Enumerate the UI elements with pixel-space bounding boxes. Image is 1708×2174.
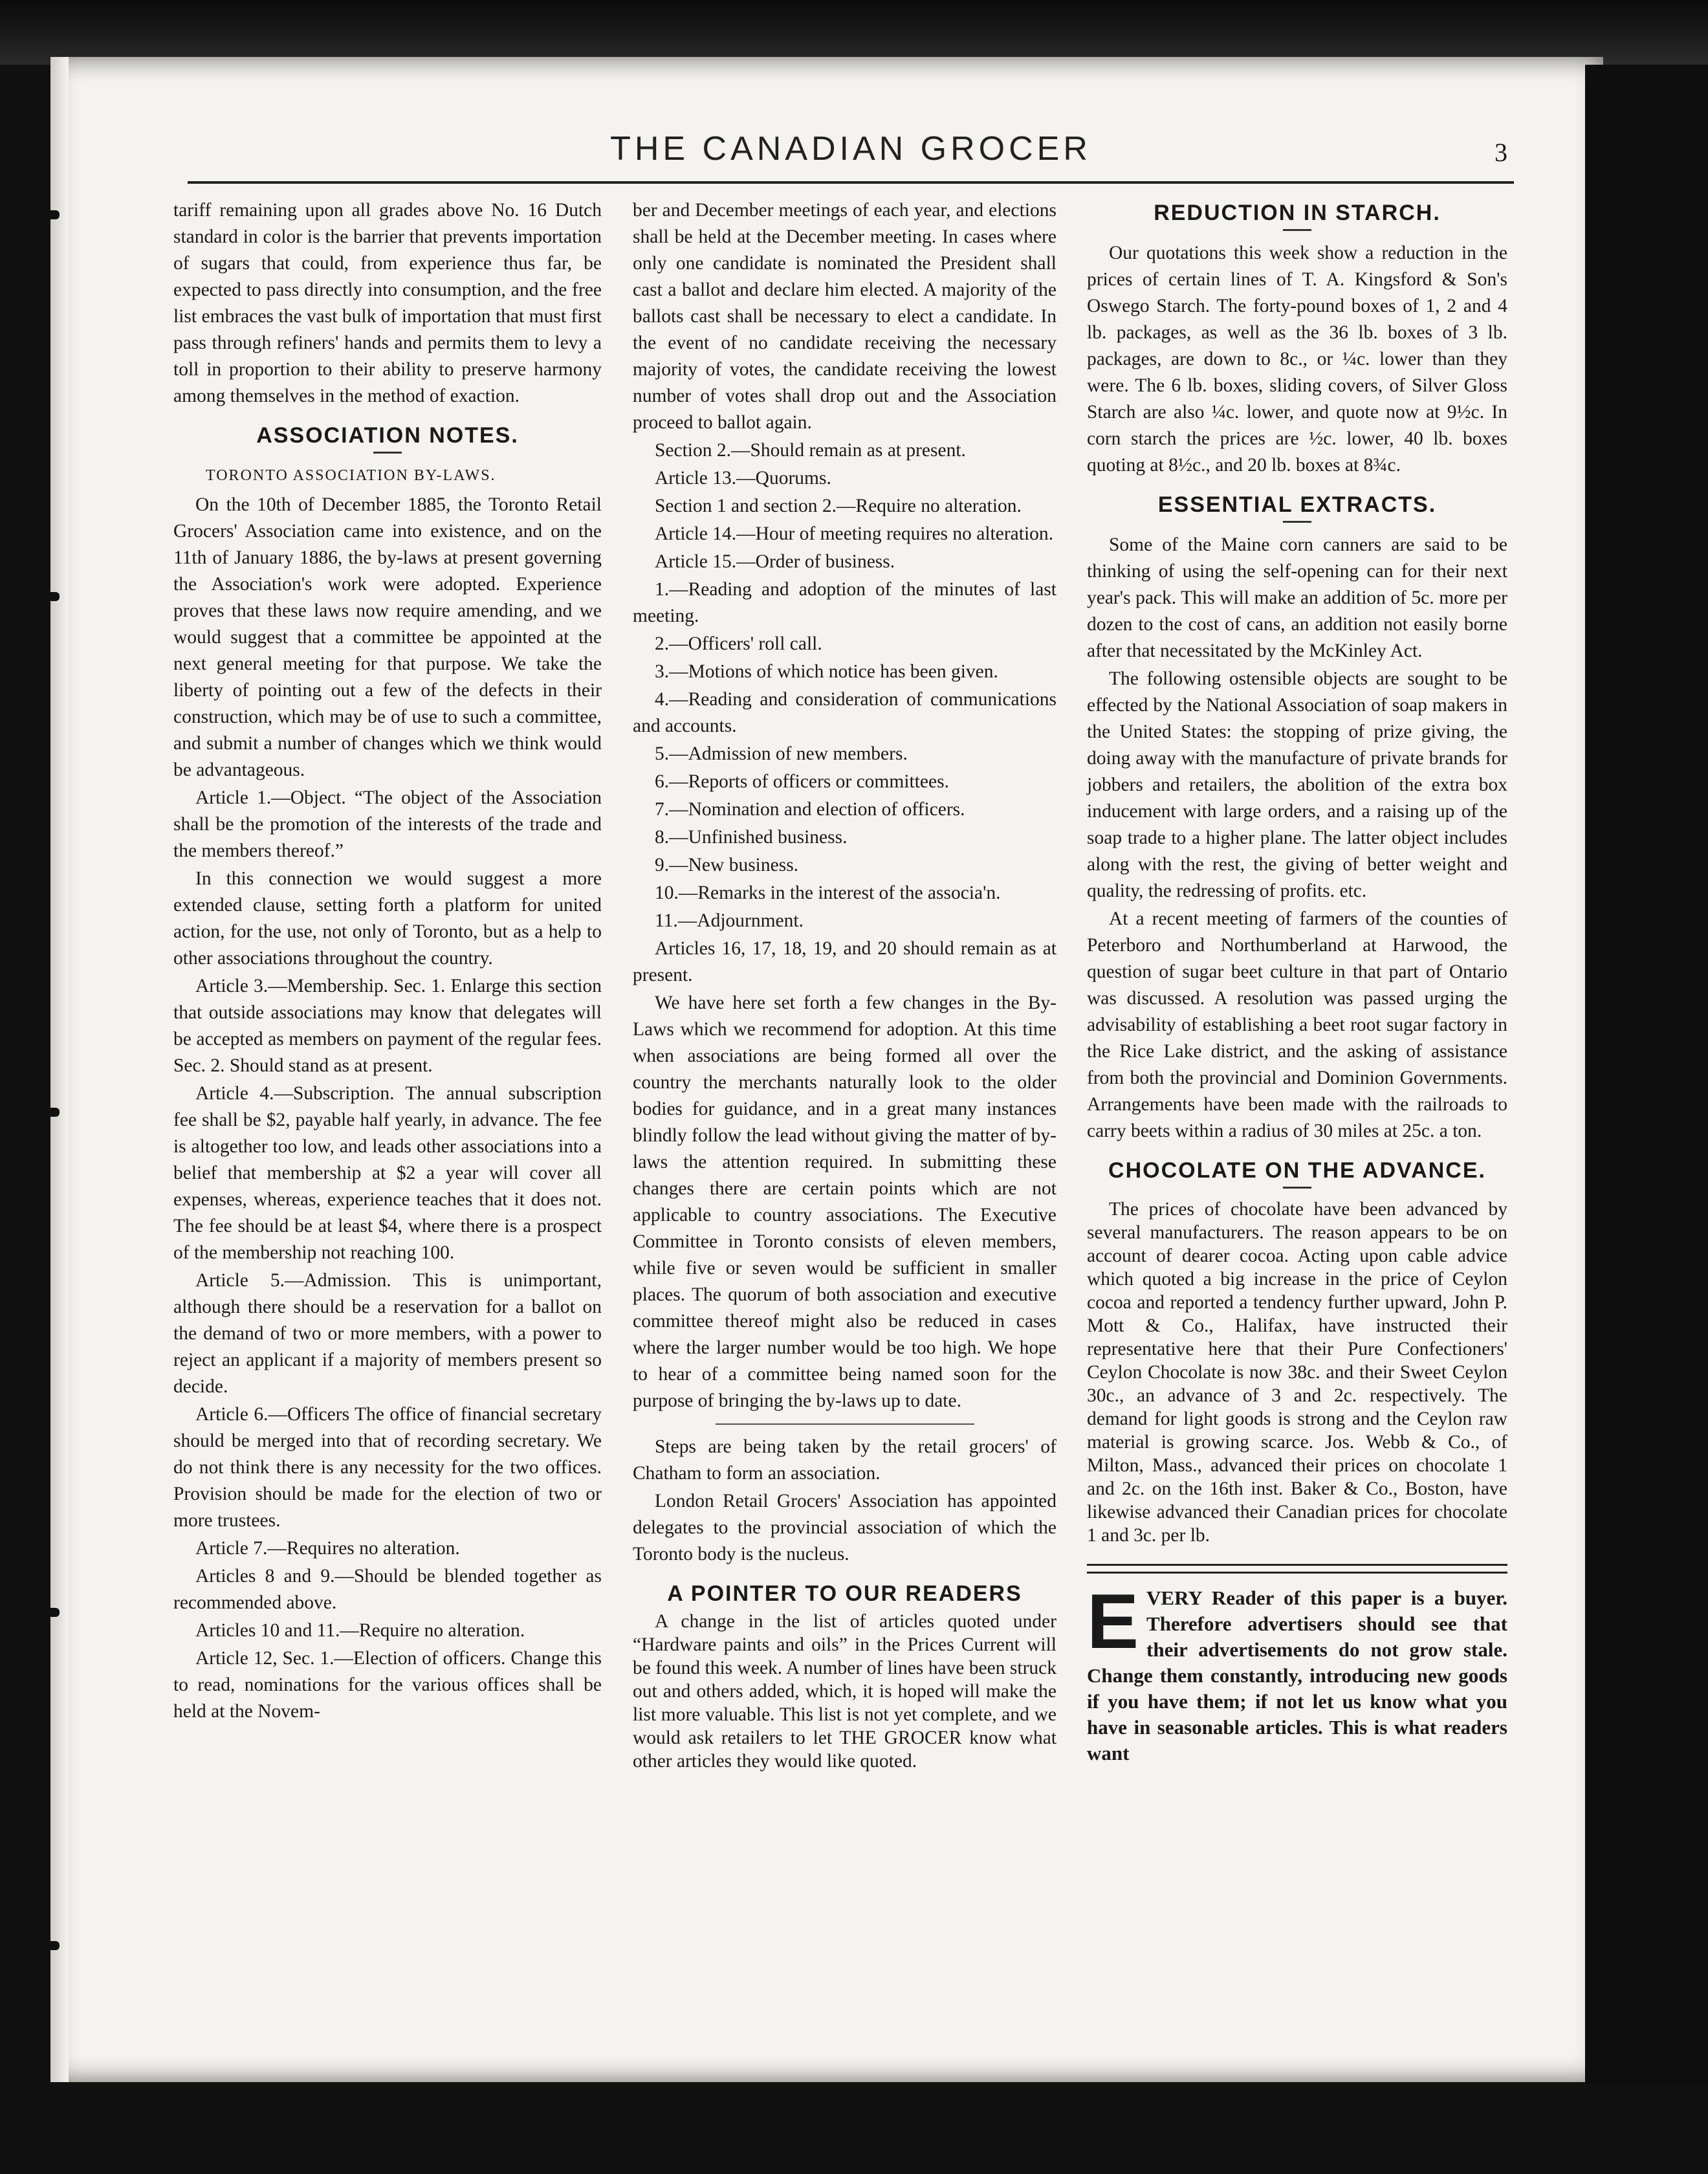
section-subheading: TORONTO ASSOCIATION BY-LAWS. (206, 467, 496, 484)
list-item: 8.—Unfinished business. (655, 827, 848, 848)
binding-hole (45, 210, 60, 219)
paragraph: The following ostensible objects are sought to be effected by the National Association of soap makers in the United States: the stopping of prize giving, the doing away with the manufacture of private brands for jobbers and retailers, the abolition of the extra box inducement with large orders, and a raising up of the soap trade to a higher plane. The latter object includes along with the rest, the giving of better weight and quality, the redressing of profits. etc. (1087, 668, 1507, 901)
paragraph: Article 7.—Requires no alteration. (195, 1538, 460, 1559)
list-item: Section 1 and section 2.—Require no alteration. (655, 496, 1022, 516)
list-item: 6.—Reports of officers or committees. (655, 771, 949, 792)
paragraph: In this connection we would suggest a more extended clause, setting forth a platform for united action, for the use, not only of Toronto, but as a help to other associations throughout the country. (173, 868, 602, 969)
masthead-rule (188, 181, 1514, 184)
paragraph: Articles 16, 17, 18, 19, and 20 should remain as at present. (633, 938, 1057, 985)
page-number: 3 (1494, 138, 1507, 167)
advertising-text: VERY Reader of this paper is a buyer. Therefore advertisers should see that their advertisements do not grow stale. Change them constantly, introducing new goods if you have them; if not let us know what you have in seasonable articles. This is what readers want (1087, 1587, 1507, 1764)
section-heading: CHOCOLATE ON THE ADVANCE. (1108, 1158, 1486, 1183)
binding-hole (45, 1108, 60, 1117)
masthead-title: THE CANADIAN GROCER (610, 130, 1091, 168)
paragraph: Article 1.—Object. “The object of the Association shall be the promotion of the interests of the trade and the members thereof.” (173, 787, 602, 861)
binding-hole (45, 1608, 60, 1617)
paragraph: At a recent meeting of farmers of the counties of Peterboro and Northumberland at Harwood, the question of sugar beet culture in that part of Ontario was discussed. A resolution was passed urging the advisability of establishing a beet root sugar factory in the Rice Lake district, and the asking of assistance from both the provincial and Dominion Governments. Arrangements have been made with the railroads to carry beets within a radius of 30 miles at 25c. a ton. (1087, 908, 1507, 1141)
list-item: 10.—Remarks in the interest of the associa'n. (655, 883, 1001, 903)
heading-rule (373, 452, 402, 454)
list-item: 4.—Reading and consideration of communications and accounts. (633, 689, 1057, 736)
list-item: Article 14.—Hour of meeting requires no alteration. (655, 523, 1054, 544)
paragraph: Articles 8 and 9.—Should be blended together as recommended above. (173, 1566, 602, 1613)
paragraph: Article 3.—Membership. Sec. 1. Enlarge this section that outside associations may know that delegates will be accepted as members on payment of the regular fees. Sec. 2. Should stand as at present. (173, 976, 602, 1076)
column-1 (173, 197, 602, 1726)
drop-cap: E (1087, 1578, 1139, 1665)
paragraph: We have here set forth a few changes in the By-Laws which we recommend for adoption. At this time when associations are being formed all over the country the merchants naturally look to the older bodies for guidance, and in a great many instances blindly follow the lead without giving the matter of by-laws the attention required. In submitting these changes there are certain points which are not applicable to country associations. The Executive Committee in Toronto consists of eleven members, while five or seven would be sufficient in smaller places. The quorum of both association and executive committee thereof might also be reduced in cases where the larger number would be too high. We hope to hear of a committee being named soon for the purpose of bringing the by-laws up to date. (633, 993, 1057, 1411)
paragraph: Our quotations this week show a reduction in the prices of certain lines of T. A. Kingsford & Son's Oswego Starch. The forty-pound boxes of 1, 2 and 4 lb. packages, as well as the 36 lb. boxes of 3 lb. packages, are down to 8c., or ¼c. lower than they were. The 6 lb. boxes, sliding covers, of Silver Gloss Starch are also ¼c. lower, and quote now at 9½c. In corn starch the prices are ½c. lower, 40 lb. boxes quoting at 8½c., and 20 lb. boxes at 8¾c. (1087, 243, 1507, 476)
paragraph: Article 6.—Officers The office of financial secretary should be merged into that of recording secretary. We do not think there is any necessity for the two offices. Provision should be made for the election of two or more trustees. (173, 1404, 602, 1531)
list-item: 5.—Admission of new members. (655, 743, 908, 764)
list-item: 1.—Reading and adoption of the minutes of last meeting. (633, 579, 1057, 626)
scan-backdrop (0, 0, 1708, 65)
double-rule (1087, 1564, 1507, 1574)
paragraph: Article 4.—Subscription. The annual subscription fee shall be $2, payable half yearly, in advance. The fee is altogether too low, and leads other associations into a belief that membership at $2 a year will cover all expenses, whereas, experience teaches that it does not. The fee should be at least $4, where there is a prospect of the membership not reaching 100. (173, 1083, 602, 1263)
paragraph: Articles 10 and 11.—Require no alteration. (195, 1620, 525, 1641)
paragraph: ber and December meetings of each year, and elections shall be held at the December meeting. In cases where only one candidate is nominated the President shall cast a ballot and declare him elected. A majority of the ballots cast shall be necessary to elect a candidate. In the event of no candidate receiving the necessary majority of votes, the candidate receiving the lowest number of votes shall drop out and the Association proceed to ballot again. (633, 200, 1057, 433)
paragraph: On the 10th of December 1885, the Toronto Retail Grocers' Association came into existence, and on the 11th of January 1886, the by-laws at present governing the Association's work were adopted. Experience proves that these laws now require amending, and we would suggest that a committee be appointed at the next general meeting for that purpose. We take the liberty of pointing out a few of the defects in their construction, which may be of use to such a committee, and submit a number of changes which we think would be advantageous. (173, 494, 602, 780)
list-item: 2.—Officers' roll call. (655, 633, 822, 654)
section-heading: ASSOCIATION NOTES. (256, 423, 519, 448)
paragraph: London Retail Grocers' Association has appointed delegates to the provincial association of which the Toronto body is the nucleus. (633, 1491, 1057, 1565)
paragraph: Article 12, Sec. 1.—Election of officers. Change this to read, nominations for the various offices shall be held at the Novem- (173, 1648, 602, 1722)
binding-hole (45, 592, 60, 601)
paragraph: Article 5.—Admission. This is unimportant, although there should be a reservation for a ballot on the demand of two or more members, with a power to reject an applicant if a majority of members present so decide. (173, 1270, 602, 1397)
list-item: 3.—Motions of which notice has been given. (655, 661, 998, 682)
list-item: Article 15.—Order of business. (655, 551, 895, 572)
heading-rule (1283, 1187, 1311, 1189)
paragraph: The prices of chocolate have been advanced by several manufacturers. The reason appears to be on account of dearer cocoa. Acting upon cable advice which quoted a big increase in the price of Ceylon cocoa and reported a tendency further upward, John P. Mott & Co., Halifax, have instructed their representative here that their Pure Confectioners' Ceylon Chocolate is now 38c. and their Sweet Ceylon 30c., an advance of 3 and 2c. respectively. The demand for light goods is strong and the Ceylon raw material is growing scarce. Jos. Webb & Co., of Milton, Mass., advanced their prices on chocolate 1 and 2c. on the 16th inst. Baker & Co., Boston, have likewise advanced their Canadian prices for chocolate 1 and 3c. per lb. (1087, 1199, 1507, 1546)
column-3 (1087, 197, 1507, 1766)
page-gutter (50, 57, 69, 2082)
list-item: 9.—New business. (655, 855, 799, 875)
heading-rule (1283, 229, 1311, 231)
paragraph: A change in the list of articles quoted under “Hardware paints and oils” in the Prices Current will be found this week. A number of lines have been struck out and others added, which, it is hoped will make the list more valuable. This list is not yet complete, and we would ask retailers to let THE GROCER know what other articles they would like quoted. (633, 1611, 1057, 1772)
paragraph: tariff remaining upon all grades above No. 16 Dutch standard in color is the barrier that prevents importation of sugars that could, from experience thus far, be expected to pass directly into consumption, and the free list embraces the vast bulk of importation that must first pass through refiners' hands and permits them to levy a toll in proportion to their ability to preserve harmony among themselves in the method of exaction. (173, 200, 602, 406)
list-item: 7.—Nomination and election of officers. (655, 799, 965, 820)
book-edge (1585, 65, 1708, 2083)
advertising-notice (1087, 1578, 1507, 1766)
section-divider (716, 1423, 974, 1425)
list-item: Article 13.—Quorums. (655, 468, 831, 489)
section-heading: ESSENTIAL EXTRACTS. (1157, 492, 1437, 517)
paragraph: Some of the Maine corn canners are said to be thinking of using the self-opening can for their next year's pack. This will make an addition of 5c. more per dozen to the cost of cans, an addition not easily borne after that necessitated by the McKinley Act. (1087, 534, 1507, 661)
paragraph: Steps are being taken by the retail grocers' of Chatham to form an association. (633, 1436, 1057, 1484)
heading-rule (1283, 521, 1311, 523)
column-2 (633, 197, 1057, 1774)
list-item: Section 2.—Should remain as at present. (655, 440, 966, 461)
section-heading: REDUCTION IN STARCH. (1154, 201, 1441, 225)
section-heading: A POINTER TO OUR READERS (667, 1581, 1022, 1606)
list-item: 11.—Adjournment. (655, 910, 804, 931)
binding-hole (45, 1941, 60, 1950)
